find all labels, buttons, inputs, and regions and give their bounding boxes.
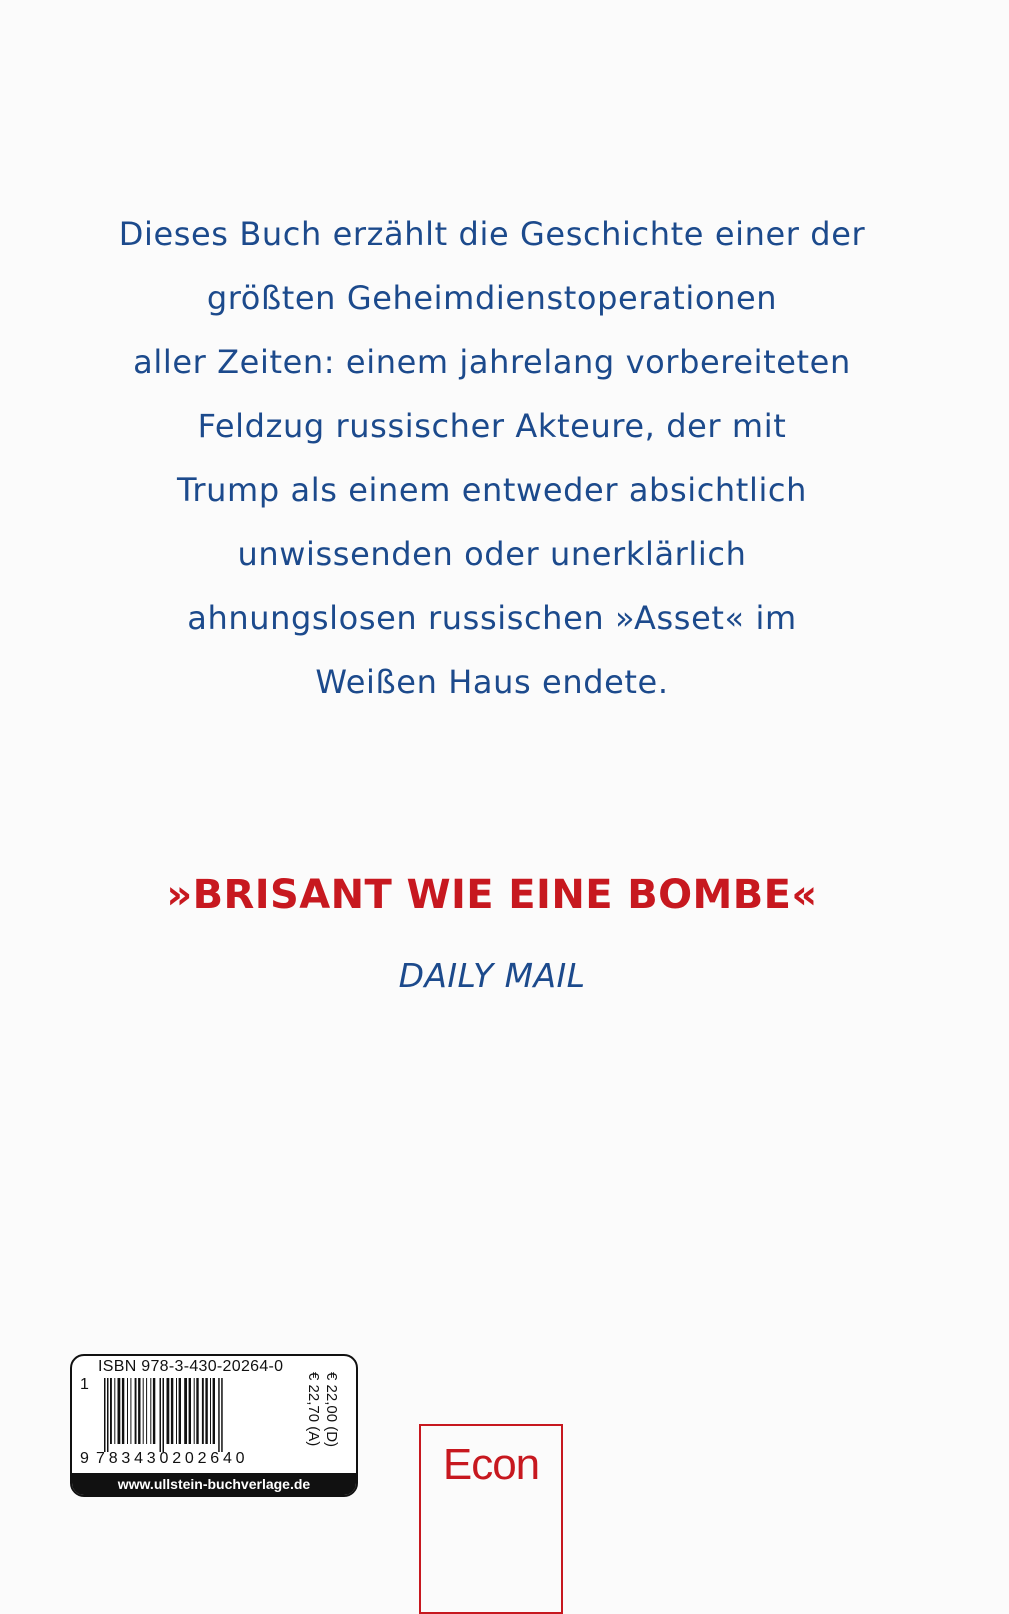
barcode-bar [138, 1378, 140, 1444]
blurb-line: Dieses Buch erzählt die Geschichte einer der [118, 215, 866, 253]
price-austria: € 22,70 (A) [305, 1372, 322, 1447]
barcode-addon-digit: 1 [80, 1376, 89, 1393]
publisher-url: www.ullstein-buchverlage.de [72, 1473, 356, 1495]
barcode-bar [196, 1378, 198, 1444]
barcode-lead-digit: 9 [80, 1450, 89, 1467]
barcode-bar [107, 1378, 109, 1452]
publisher-logo [419, 1424, 563, 1614]
blurb-line: Feldzug russischer Akteure, der mit [197, 407, 787, 445]
barcode-bar [189, 1378, 191, 1444]
publisher-logo-text: Econ [442, 1440, 540, 1489]
price-block [306, 1370, 354, 1470]
barcode-bar [127, 1378, 128, 1444]
barcode-bar [179, 1378, 181, 1444]
isbn-text: ISBN 978-3-430-20264-0 [98, 1358, 284, 1375]
barcode-bar [194, 1378, 195, 1444]
blurb-line: Weißen Haus endete. [315, 663, 669, 701]
review-source: DAILY MAIL [398, 956, 586, 995]
barcode-bar [104, 1378, 106, 1452]
barcode-bar [205, 1378, 207, 1444]
barcode-bar [184, 1378, 187, 1444]
blurb-line: größten Geheimdienstoperationen [206, 279, 778, 317]
barcode-bar [146, 1378, 147, 1444]
blurb-line: Trump als einem entweder absichtlich [176, 471, 808, 509]
back-cover-blurb [0, 202, 984, 714]
barcode-bar [160, 1378, 162, 1452]
barcode-bar [218, 1378, 220, 1452]
barcode-bar [153, 1378, 155, 1444]
blurb-line: unwissenden oder unerklärlich [237, 535, 747, 573]
barcode-bar [213, 1378, 215, 1444]
barcode-bar [176, 1378, 177, 1444]
barcode-bar [167, 1378, 170, 1444]
barcode-bar [130, 1378, 131, 1444]
barcode-digits: 783430202640 [96, 1450, 249, 1467]
barcode-label [70, 1354, 358, 1497]
barcode-bar [118, 1378, 121, 1444]
barcode-bar [114, 1378, 115, 1444]
barcode-bar [110, 1378, 112, 1444]
barcode-bars [104, 1378, 304, 1452]
barcode-bar [171, 1378, 173, 1444]
barcode-bar [143, 1378, 144, 1444]
barcode-bar [210, 1378, 211, 1444]
barcode-bar [150, 1378, 151, 1444]
barcode-bar [202, 1378, 204, 1444]
barcode-bar [163, 1378, 165, 1452]
barcode-bar [122, 1378, 124, 1444]
blurb-line: ahnungslosen russischen »Asset« im [187, 599, 797, 637]
price-germany: € 22,00 (D) [323, 1372, 340, 1448]
review-quote: »BRISANT WIE EINE BOMBE« [166, 872, 818, 918]
barcode-bar [135, 1378, 137, 1444]
blurb-line: aller Zeiten: einem jahrelang vorbereiteten [133, 343, 851, 381]
barcode-bar [221, 1378, 223, 1452]
